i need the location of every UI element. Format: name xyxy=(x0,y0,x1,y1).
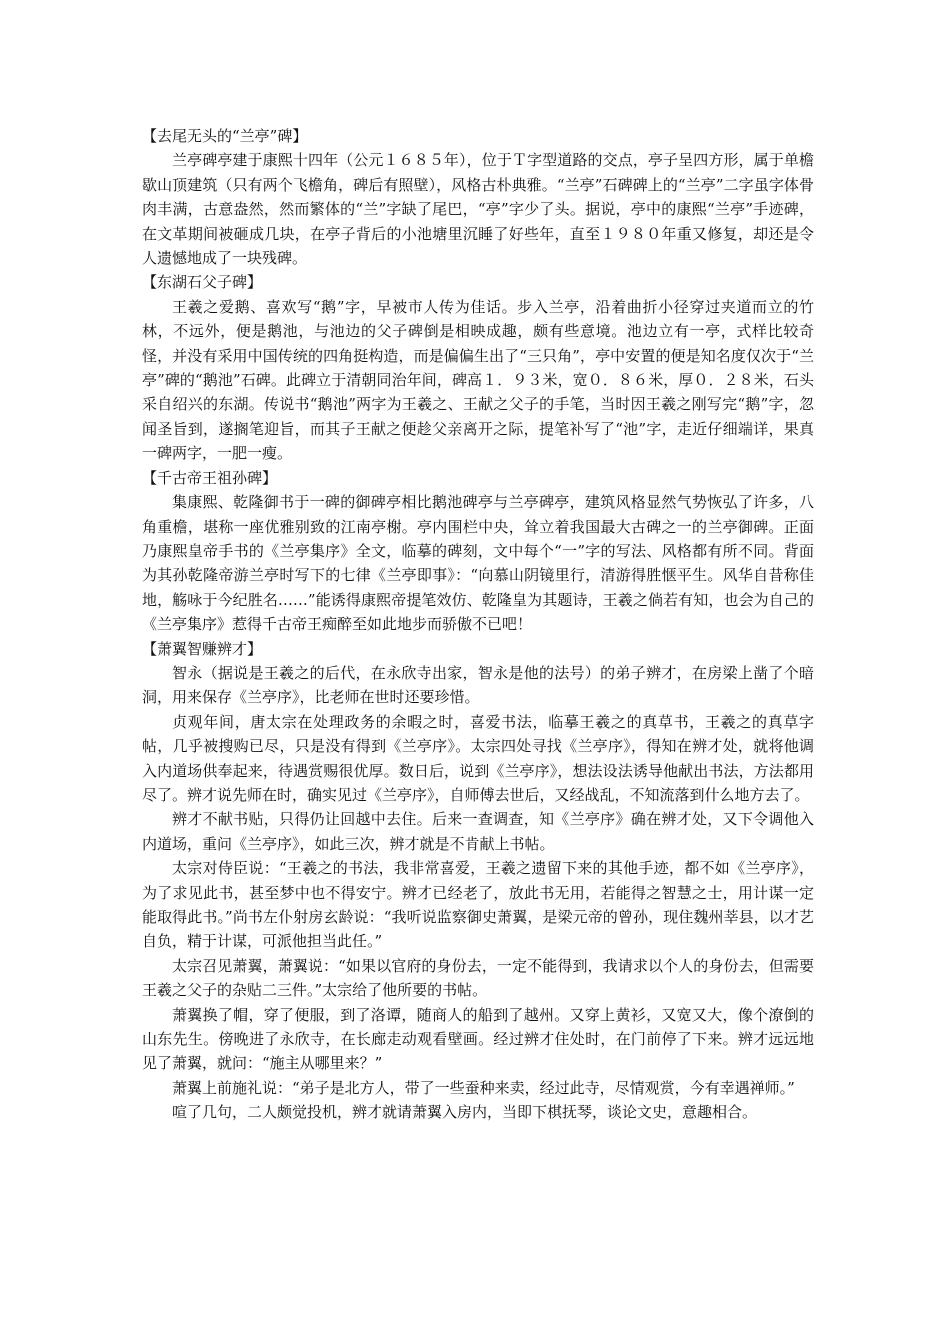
paragraph: 太宗对侍臣说：“王羲之的书法，我非常喜爱，王羲之遗留下来的其他手迹，都不如《兰亭序》，为了求见此书，甚至梦中也不得安宁。辨才已经老了，放此书无用，若能得之智慧之士，用计谋一定能取得此书。”尚书左仆射房玄龄说：“我听说监察御史萧翼，是梁元帝的曾孙，现住魏州莘县，以才艺自负，精于计谋，可派他担当此任。” xyxy=(142,859,814,951)
paragraph: 贞观年间，唐太宗在处理政务的余暇之时，喜爱书法，临摹王羲之的真草书，王羲之的真草字帖，几乎被搜购已尽，只是没有得到《兰亭序》。太宗四处寻找《兰亭序》，得知在辨才处，就将他调入内道场供奉起来，待遇赏赐很优厚。数日后，说到《兰亭序》，想法设法诱导他献出书法，方法都用尽了。辨才说先师在时，确实见过《兰亭序》，自师傅去世后，又经战乱，不知流落到什么地方去了。 xyxy=(142,712,814,804)
section-father-son-stele xyxy=(142,270,814,465)
paragraph: 喧了几句，二人颇觉投机，辨才就请萧翼入房内，当即下棋抚琴，谈论文史，意趣相合。 xyxy=(172,1103,758,1122)
section-heading: 【去尾无头的“兰亭”碑】 xyxy=(142,127,308,145)
paragraph: 智永（据说是王羲之的后代，在永欣寺出家，智永是他的法号）的弟子辨才，在房梁上凿了个暗洞，用来保存《兰亭序》，比老师在世时还要珍惜。 xyxy=(142,663,814,707)
paragraph: 太宗召见萧翼，萧翼说：“如果以官府的身份去，一定不能得到，我请求以个人的身份去，但需要王羲之父子的杂贴二三件。”太宗给了他所要的书帖。 xyxy=(142,956,814,1000)
paragraph: 兰亭碑亭建于康熙十四年（公元１６８５年），位于Ｔ字型道路的交点，亭子呈四方形，属于单檐歇山顶建筑（只有两个飞檐角，碑后有照壁），风格古朴典雅。“兰亭”石碑碑上的“兰亭”二字虽字体骨肉丰满，古意盎然，然而繁体的“兰”字缺了尾巴，“亭”字少了头。据说，亭中的康熙“兰亭”手迹碑，在文革期间被砸成几块，在亭子背后的小池塘里沉睡了好些年，直至１９８０年重又修复，却还是令人遗憾地成了一块残碑。 xyxy=(142,151,814,268)
paragraph: 王羲之爱鹅、喜欢写“鹅”字，早被市人传为佳话。步入兰亭，沿着曲折小径穿过夹道而立的竹林，不远外，便是鹅池，与池边的父子碑倒是相映成趣，颇有些意境。池边立有一亭，式样比较奇怪，并没有采用中国传统的四角挺构造，而是偏偏生出了“三只角”，亭中安置的便是知名度仅次于“兰亭”碑的“鹅池”石碑。此碑立于清朝同治年间，碑高１．９３米，宽０．８６米，厚０．２８米，石头采自绍兴的东湖。传说书“鹅池”两字为王羲之、王献之父子的手笔，当时因王羲之刚写完“鹅”字，忽闻圣旨到，遂搁笔迎旨，而其子王献之便趁父亲离开之际，提笔补写了“池”字，走近仔细端详，果真一碑两字，一肥一瘦。 xyxy=(142,297,814,463)
document-page xyxy=(142,124,814,1125)
section-heading: 【萧翼智赚辨才】 xyxy=(142,639,263,658)
section-xiao-yi-story xyxy=(142,637,814,1125)
paragraph: 辨才不献书贴，只得仍让回越中去住。后来一查调查，知《兰亭序》确在辨才处，又下令调他入内道场，重问《兰亭序》，如此三次，辨才就是不肯献上书帖。 xyxy=(142,810,814,853)
section-lanting-stele xyxy=(142,124,814,270)
paragraph: 萧翼换了帽，穿了便服，到了洛谭，随商人的船到了越州。又穿上黄衫，又宽又大，像个潦倒的山东先生。傍晚进了永欣寺，在长廊走动观看壁画。经过辨才住处时，在门前停了下来。辨才远远地见了萧翼，就问：“施主从哪里来？” xyxy=(142,1005,814,1073)
paragraph: 集康熙、乾隆御书于一碑的御碑亭相比鹅池碑亭与兰亭碑亭，建筑风格显然气势恢弘了许多，八角重檐，堪称一座优雅别致的江南亭榭。亭内围栏中央，耸立着我国最大古碑之一的兰亭御碑。正面乃康熙皇帝手书的《兰亭集序》全文，临摹的碑刻，文中每个“一”字的写法、风格都有所不同。背面为其孙乾隆帝游兰亭时写下的七律《兰亭即事》：“向慕山阴镜里行，清游得胜惬平生。风华自昔称佳地，觞咏于今纪胜名……”能诱得康熙帝提笔效仿、乾隆皇为其题诗，王羲之倘若有知，也会为自己的《兰亭集序》惹得千古帝王痴醉至如此地步而骄傲不已吧！ xyxy=(142,493,814,634)
section-heading: 【千古帝王祖孙碑】 xyxy=(142,468,278,487)
section-heading: 【东湖石父子碑】 xyxy=(142,273,263,292)
section-emperor-stele xyxy=(142,466,814,637)
paragraph: 萧翼上前施礼说：“弟子是北方人，带了一些蚕种来卖，经过此寺，尽情观赏，今有幸遇禅师。” xyxy=(172,1078,795,1097)
